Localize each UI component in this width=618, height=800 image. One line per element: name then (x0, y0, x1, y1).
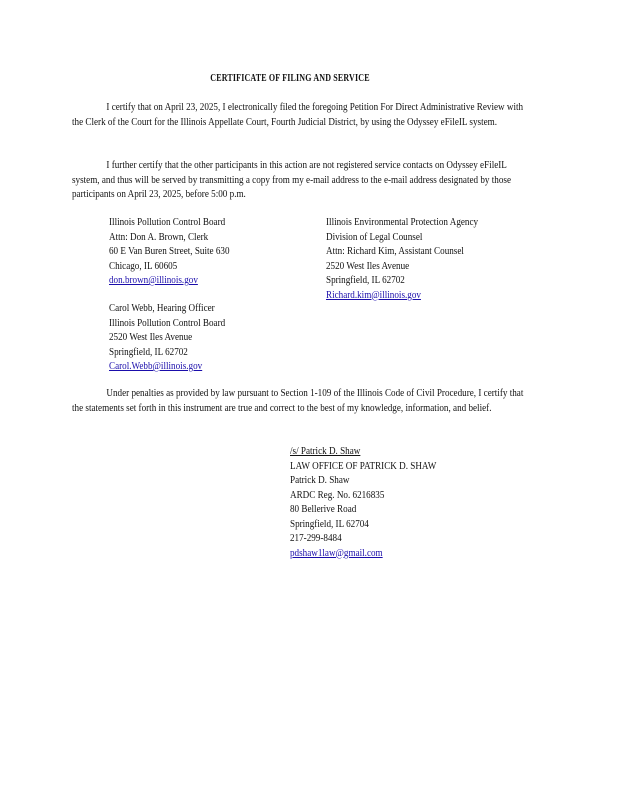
filing-paragraph (72, 101, 528, 130)
address-line: 2520 West Iles Avenue (109, 332, 193, 343)
service-paragraph-text: I further certify that the other participants in this action are not registered service contacts on Odyssey eFileIL system, and thus will be served by transmitting a copy from my e-mail address to the e-mail address designated by those participants on April 23, 2025, before 5:00 p.m. (72, 160, 511, 200)
address-line: Springfield, IL 62702 (109, 346, 188, 358)
email-link[interactable]: don.brown@illinois.gov (109, 275, 198, 286)
filing-paragraph-text: I certify that on April 23, 2025, I electronically filed the foregoing Petition For Direct Administrative Review with the Clerk of the Court for the Illinois Appellate Court, Fourth Judicial District, by using the Odyssey eFileIL system. (72, 102, 524, 128)
certification-paragraph (72, 387, 528, 416)
address-line: Carol Webb, Hearing Officer (109, 303, 215, 314)
city-state-zip: Springfield, IL 62704 (290, 518, 369, 530)
email-link[interactable]: Carol.Webb@illinois.gov (109, 361, 203, 372)
electronic-signature: /s/ Patrick D. Shaw (290, 446, 361, 457)
recipient-hearing-officer (109, 302, 225, 375)
attorney-email-link[interactable]: pdshaw1law@gmail.com (290, 547, 383, 559)
recipient-pollution-board-clerk (109, 216, 230, 289)
certificate-title: CERTIFICATE OF FILING AND SERVICE (210, 73, 370, 84)
certification-paragraph-text: Under penalties as provided by law pursuant to Section 1-109 of the Illinois Code of Civil Procedure, I certify that the statements set forth in this instrument are true and correct to the best of my knowledge, information, and belief. (72, 388, 524, 414)
address-line: Attn: Don A. Brown, Clerk (109, 231, 209, 243)
firm-name: LAW OFFICE OF PATRICK D. SHAW (290, 460, 437, 472)
address-line: 2520 West Iles Avenue (326, 260, 410, 272)
address-line: Illinois Pollution Control Board (109, 317, 226, 329)
street-address: 80 Bellerive Road (290, 504, 357, 515)
address-line: Illinois Pollution Control Board (109, 217, 226, 228)
recipient-epa (326, 216, 478, 303)
service-paragraph (72, 159, 528, 203)
address-line: Attn: Richard Kim, Assistant Counsel (326, 246, 464, 257)
email-link[interactable]: Richard.kim@illinois.gov (326, 289, 421, 301)
address-line: Chicago, IL 60605 (109, 260, 178, 272)
attorney-name: Patrick D. Shaw (290, 475, 350, 486)
signature-block (290, 445, 436, 561)
address-line: Springfield, IL 62702 (326, 275, 405, 286)
phone-number: 217-299-8484 (290, 533, 342, 544)
address-line: Division of Legal Counsel (326, 231, 423, 243)
address-line: 60 E Van Buren Street, Suite 630 (109, 246, 230, 257)
address-line: Illinois Environmental Protection Agency (326, 217, 479, 228)
ardc-number: ARDC Reg. No. 6216835 (290, 489, 385, 501)
